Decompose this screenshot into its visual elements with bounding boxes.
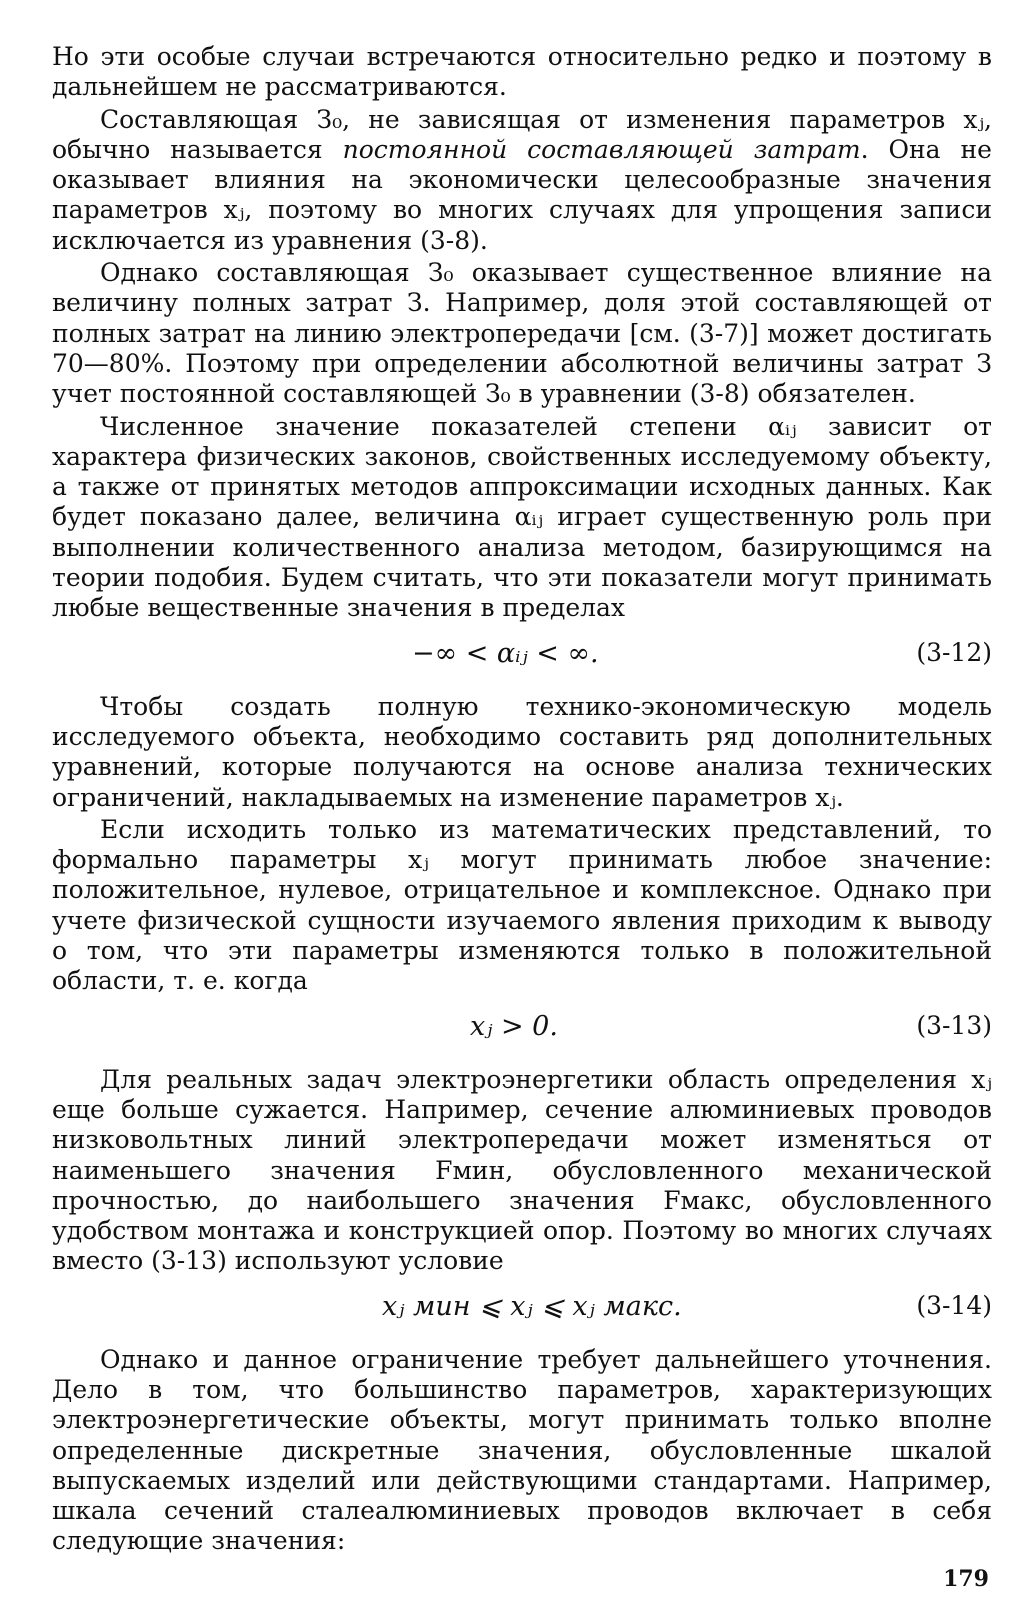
equation-number: (3-14) (916, 1290, 992, 1320)
equation-number: (3-13) (916, 1010, 992, 1040)
paragraph-8: Однако и данное ограничение требует дальнейшего уточнения. Дело в том, что большинство параметров, характеризующих электроэнергетические объекты, могут принимать только вполне определенные дискретные значения, обусловленные шкалой выпускаемых изделий или действующими стандартами. Например, шкала сечений сталеалюминиевых проводов включает в себя следующие значения: (52, 1344, 992, 1556)
paragraph-4: Численное значение показателей степени αᵢⱼ зависит от характера физических законов, свойственных исследуемому объекту, а также от принятых методов аппроксимации исходных данных. Как будет показано далее, величина αᵢⱼ играет существенную роль при выполнении количественного анализа методом, базирующимся на теории подобия. Будем считать, что эти показатели могут принимать любые вещественные значения в пределах (52, 411, 992, 623)
equation-3-12 (52, 634, 992, 678)
equation-3-13 (52, 1007, 992, 1051)
equation-3-14 (52, 1287, 992, 1331)
paragraph-6: Если исходить только из математических представлений, то формально параметры xⱼ могут принимать любое значение: положительное, нулевое, отрицательное и комплексное. Однако при учете физической сущности изучаемого явления приходим к выводу о том, что эти параметры изменяются только в положительной области, т. е. когда (52, 814, 992, 996)
paragraph-1: Но эти особые случаи встречаются относительно редко и поэтому в дальнейшем не рассматриваются. (52, 42, 992, 102)
equation-formula: −∞ < αᵢⱼ < ∞. (412, 637, 599, 669)
equation-formula: xⱼ > 0. (470, 1010, 558, 1042)
equation-formula: xⱼ мин ⩽ xⱼ ⩽ xⱼ макс. (382, 1290, 682, 1322)
paragraph-2-text: Составляющая З₀, не зависящая от изменения параметров xⱼ, обычно называется постоянной составляющей затрат. Она не оказывает влияния на экономически целесообразные значения параметров xⱼ, поэтому во многих случаях для упрощения записи исключается из уравнения (3-8). (52, 104, 992, 255)
paragraph-5: Чтобы создать полную технико-экономическую модель исследуемого объекта, необходимо составить ряд дополнительных уравнений, которые получаются на основе анализа технических ограничений, накладываемых на изменение параметров xⱼ. (52, 691, 992, 812)
paragraph-2 (52, 105, 992, 256)
page-number: 179 (943, 1566, 989, 1592)
equation-number: (3-12) (916, 637, 992, 667)
paragraph-7: Для реальных задач электроэнергетики область определения xⱼ еще больше сужается. Например, сечение алюминиевых проводов низковольтных линий электропередачи может изменяться от наименьшего значения Fмин, обусловленного механической прочностью, до наибольшего значения Fмакс, обусловленного удобством монтажа и конструкцией опор. Поэтому во многих случаях вместо (3-13) используют условие (52, 1064, 992, 1276)
page-body (52, 42, 992, 1559)
italic-term: постоянной составляющей затрат (342, 134, 861, 164)
paragraph-3: Однако составляющая З₀ оказывает существенное влияние на величину полных затрат З. Например, доля этой составляющей от полных затрат на линию электропередачи [см. (3-7)] может достигать 70—80%. Поэтому при определении абсолютной величины затрат З учет постоянной составляющей З₀ в уравнении (3-8) обязателен. (52, 258, 992, 409)
